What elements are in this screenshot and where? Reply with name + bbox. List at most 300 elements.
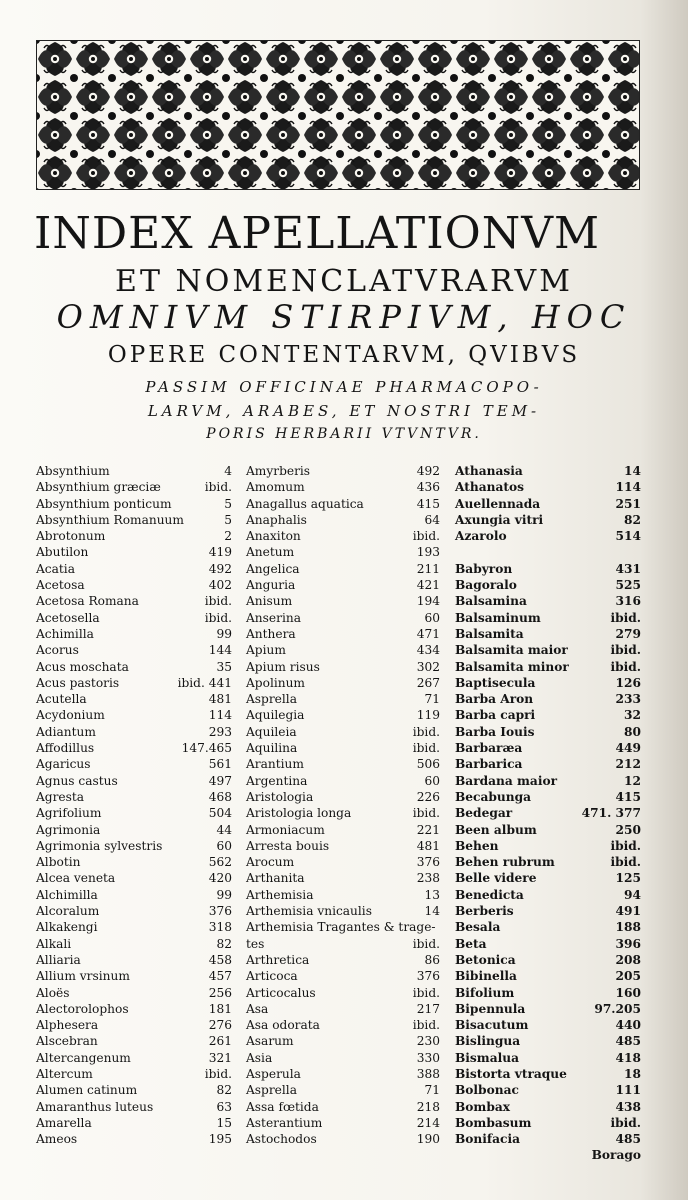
index-entry <box>246 496 440 512</box>
entry-page: 230 <box>416 1034 440 1049</box>
entry-name: Acetosa Romana <box>36 594 139 609</box>
entry-page: 376 <box>416 969 440 984</box>
entry-name: Agaricus <box>36 757 91 772</box>
entry-name: Berberis <box>455 904 514 919</box>
index-entry <box>246 740 440 756</box>
entry-name: Balsamina <box>455 594 527 609</box>
entry-page: 438 <box>615 1099 641 1114</box>
index-entry <box>36 528 232 544</box>
entry-page: 318 <box>208 920 232 935</box>
entry-page: 491 <box>615 904 641 919</box>
index-entry <box>36 756 232 772</box>
entry-name: Agrimonia <box>36 822 101 837</box>
entry-name: Bardana maior <box>455 773 558 788</box>
entry-page: 82 <box>216 1083 232 1098</box>
entry-page: 217 <box>416 1001 440 1016</box>
entry-page: 5 <box>224 496 232 511</box>
entry-name: Agrifolium <box>36 806 102 821</box>
entry-name: Bombasum <box>455 1115 532 1130</box>
entry-name: tes <box>246 936 265 951</box>
entry-name: Alcoralum <box>36 904 100 919</box>
entry-name: Armoniacum <box>246 822 325 837</box>
entry-name: Arthretica <box>246 952 310 967</box>
index-entry <box>246 789 440 805</box>
entry-page: 330 <box>416 1050 440 1065</box>
entry-page: 32 <box>624 708 641 723</box>
entry-page: 449 <box>615 741 641 756</box>
entry-name: Articocalus <box>246 985 316 1000</box>
entry-page: 114 <box>208 708 232 723</box>
entry-name: Bislingua <box>455 1034 521 1049</box>
entry-name: Bonifacia <box>455 1132 521 1147</box>
entry-page: 468 <box>208 789 232 804</box>
index-entry <box>246 610 440 626</box>
entry-name: Axungia vitri <box>455 512 544 527</box>
index-entry <box>455 561 641 577</box>
index-entry <box>246 707 440 723</box>
entry-page: 4 <box>224 464 232 478</box>
index-entry <box>455 968 641 984</box>
entry-page: ibid. <box>412 936 440 951</box>
entry-page: ibid. <box>412 985 440 1000</box>
entry-name: Albotin <box>36 855 81 870</box>
entry-name: Arocum <box>246 855 295 870</box>
entry-name: Acetosa <box>36 578 85 593</box>
entry-name: Angelica <box>246 561 300 576</box>
index-entry <box>36 985 232 1001</box>
entry-name: Alkakengi <box>36 920 98 935</box>
entry-page: 221 <box>416 822 440 837</box>
entry-page: 276 <box>208 1018 232 1033</box>
entry-name: Amomum <box>246 480 305 495</box>
index-entry <box>36 512 232 528</box>
entry-name: Arthanita <box>246 871 305 886</box>
entry-name: Barba Aron <box>455 692 534 707</box>
entry-page: 434 <box>416 643 440 658</box>
entry-name: Becabunga <box>455 789 532 804</box>
entry-name: Anaphalis <box>246 512 307 527</box>
entry-page: 181 <box>208 1001 232 1016</box>
entry-name: Absynthium Romanuum <box>36 512 184 527</box>
entry-name: Aquilina <box>246 741 298 756</box>
entry-name: Asprella <box>246 1083 297 1098</box>
entry-page: 71 <box>424 1083 440 1098</box>
entry-name: Aloës <box>36 985 70 1000</box>
entry-page: Borago <box>591 1148 641 1163</box>
entry-name: Acorus <box>36 643 79 658</box>
index-entry <box>246 479 440 495</box>
entry-name: Alumen catinum <box>36 1083 138 1098</box>
entry-name: Agrimonia sylvestris <box>36 838 163 853</box>
entry-name: Amarella <box>36 1115 92 1130</box>
entry-name: Asperula <box>246 1066 301 1081</box>
entry-name: Agresta <box>36 789 85 804</box>
entry-page: ibid. <box>610 659 641 674</box>
entry-name: Baptisecula <box>455 675 536 690</box>
entry-page: 60 <box>216 838 232 853</box>
title-line-6: LARVM, ARABES, ET NOSTRI TEM- <box>147 402 541 420</box>
index-entry <box>455 854 641 870</box>
entry-page: ibid. <box>610 610 641 625</box>
entry-name: Aristologia longa <box>246 806 352 821</box>
entry-name: Altercum <box>36 1066 93 1081</box>
entry-name: Asa odorata <box>246 1018 320 1033</box>
index-entry <box>36 887 232 903</box>
entry-name: Arresta bouis <box>246 838 330 853</box>
entry-name: Apolinum <box>246 675 305 690</box>
entry-page: 293 <box>208 724 232 739</box>
entry-page: 250 <box>615 822 641 837</box>
entry-name: Belle videre <box>455 871 537 886</box>
index-entry <box>36 952 232 968</box>
index-entry <box>246 805 440 821</box>
index-entry <box>36 1115 232 1131</box>
entry-page: 481 <box>416 838 440 853</box>
entry-page: 12 <box>624 773 641 788</box>
entry-name: Bolbonac <box>455 1083 519 1098</box>
index-entry <box>36 968 232 984</box>
entry-name: Bismalua <box>455 1050 519 1065</box>
title-line-7: PORIS HERBARII VTVNTVR. <box>206 426 482 442</box>
entry-page: ibid. <box>412 724 440 739</box>
index-entry <box>36 919 232 935</box>
index-entry <box>36 544 232 560</box>
entry-page: 114 <box>615 480 641 495</box>
entry-name: Acetosella <box>36 610 100 625</box>
index-entry <box>36 724 232 740</box>
index-entry <box>455 675 641 691</box>
index-entry <box>246 887 440 903</box>
index-entry <box>455 740 641 756</box>
entry-page: 471 <box>416 626 440 641</box>
index-entry <box>455 985 641 1001</box>
entry-name: Asprella <box>246 692 297 707</box>
entry-name: Athanatos <box>455 480 525 495</box>
entry-name: Balsaminum <box>455 610 541 625</box>
index-entry <box>246 1017 440 1033</box>
index-entry <box>36 577 232 593</box>
index-entry <box>246 773 440 789</box>
index-entry <box>36 1131 232 1147</box>
entry-name: Bagoralo <box>455 578 517 593</box>
entry-page: ibid. <box>610 643 641 658</box>
entry-page: 80 <box>624 724 641 739</box>
entry-name: Alcea veneta <box>36 871 116 886</box>
entry-name: Asterantium <box>246 1115 323 1130</box>
index-entry <box>246 691 440 707</box>
entry-name: Anthera <box>246 626 296 641</box>
entry-page: 388 <box>416 1066 440 1081</box>
entry-page: 147.465 <box>181 741 232 756</box>
entry-page: 562 <box>208 855 232 870</box>
index-entry <box>455 544 641 560</box>
entry-page: 256 <box>208 985 232 1000</box>
title-line-3: OMNIVM STIRPIVM, HOC <box>56 298 632 336</box>
entry-page: 188 <box>615 920 641 935</box>
entry-name: Bibinella <box>455 969 517 984</box>
entry-page: 376 <box>208 904 232 919</box>
entry-page: 561 <box>208 757 232 772</box>
entry-page: 5 <box>224 512 232 527</box>
entry-name: Asarum <box>246 1034 294 1049</box>
entry-name: Acutella <box>36 692 87 707</box>
entry-name: Alectorolophos <box>36 1001 129 1016</box>
entry-page: 99 <box>216 626 232 641</box>
entry-page: ibid. <box>204 594 232 609</box>
entry-page: 190 <box>416 1132 440 1147</box>
index-entry <box>455 822 641 838</box>
entry-page: ibid. <box>204 1066 232 1081</box>
index-entry <box>455 528 641 544</box>
entry-name: Balsamita maior <box>455 643 568 658</box>
index-entry <box>36 838 232 854</box>
entry-name: Acus moschata <box>36 659 129 674</box>
index-entry <box>246 838 440 854</box>
index-entry <box>455 756 641 772</box>
index-entry <box>36 1033 232 1049</box>
entry-name: Arantium <box>246 757 304 772</box>
entry-page: 485 <box>615 1034 641 1049</box>
index-entry <box>36 854 232 870</box>
index-entry <box>246 659 440 675</box>
index-entry <box>455 838 641 854</box>
index-entry <box>36 707 232 723</box>
entry-page: 2 <box>224 529 232 544</box>
index-column-3 <box>455 463 641 1164</box>
entry-page: 94 <box>624 887 641 902</box>
entry-name: Aquilegia <box>246 708 305 723</box>
index-entry <box>36 675 232 691</box>
entry-page: ibid. <box>204 610 232 625</box>
entry-name: Alchimilla <box>36 887 98 902</box>
entry-name: Argentina <box>246 773 308 788</box>
entry-page: 302 <box>416 659 440 674</box>
entry-page: ibid. <box>610 838 641 853</box>
entry-page: 418 <box>615 1050 641 1065</box>
index-entry <box>455 1066 641 1082</box>
entry-page: 86 <box>424 952 440 967</box>
entry-page: 321 <box>208 1050 232 1065</box>
index-entry <box>455 593 641 609</box>
index-entry <box>36 903 232 919</box>
entry-page: ibid. <box>412 1018 440 1033</box>
index-entry <box>455 1017 641 1033</box>
index-entry <box>455 789 641 805</box>
entry-name: Aquileia <box>246 724 297 739</box>
entry-page: ibid. <box>204 480 232 495</box>
entry-name: Affodillus <box>36 741 95 756</box>
entry-name: Beta <box>455 936 487 951</box>
entry-name: Ameos <box>36 1132 78 1147</box>
index-entry <box>246 919 440 935</box>
index-entry <box>455 773 641 789</box>
index-entry <box>246 822 440 838</box>
index-entry <box>246 512 440 528</box>
entry-page: 525 <box>615 578 641 593</box>
entry-name: Babyron <box>455 561 513 576</box>
index-entry <box>36 610 232 626</box>
entry-page: ibid. <box>610 1115 641 1130</box>
entry-name: Apium <box>246 643 286 658</box>
entry-page: 214 <box>416 1115 440 1130</box>
entry-page: 111 <box>615 1083 641 1098</box>
index-entry <box>246 1050 440 1066</box>
entry-name: Apium risus <box>246 659 320 674</box>
entry-name: Agnus castus <box>36 773 118 788</box>
entry-page: 125 <box>615 871 641 886</box>
index-entry <box>246 642 440 658</box>
index-entry <box>455 659 641 675</box>
entry-page: 82 <box>216 936 232 951</box>
index-entry <box>36 822 232 838</box>
entry-name: Acus pastoris <box>36 675 120 690</box>
index-entry <box>455 1131 641 1147</box>
entry-page: 211 <box>416 561 440 576</box>
entry-name: Benedicta <box>455 887 524 902</box>
index-entry <box>455 479 641 495</box>
entry-page: 458 <box>208 952 232 967</box>
entry-page: 471. 377 <box>581 806 641 821</box>
entry-page: 218 <box>416 1099 440 1114</box>
index-column-2 <box>246 463 440 1147</box>
index-entry <box>246 675 440 691</box>
index-entry <box>246 626 440 642</box>
entry-name: Anetum <box>246 545 295 560</box>
index-entry <box>455 1082 641 1098</box>
entry-page: 208 <box>615 952 641 967</box>
index-entry <box>246 1033 440 1049</box>
entry-name: Altercangenum <box>36 1050 131 1065</box>
entry-page: 64 <box>424 512 440 527</box>
index-entry <box>246 936 440 952</box>
index-entry <box>36 789 232 805</box>
entry-page: 60 <box>424 610 440 625</box>
entry-page: 316 <box>615 594 641 609</box>
index-entry <box>36 463 232 479</box>
entry-name: Absynthium græciæ <box>36 480 161 495</box>
entry-page: 144 <box>208 643 232 658</box>
entry-page: 14 <box>624 464 641 478</box>
entry-name: Absynthium <box>36 464 110 478</box>
entry-page: 506 <box>416 757 440 772</box>
index-entry <box>455 805 641 821</box>
index-entry <box>246 463 440 479</box>
entry-name: Barba capri <box>455 708 536 723</box>
entry-page: 233 <box>615 692 641 707</box>
title-line-4: OPERE CONTENTARVM, QVIBVS <box>107 342 581 368</box>
index-entry <box>246 577 440 593</box>
entry-page: 279 <box>615 626 641 641</box>
index-entry <box>36 479 232 495</box>
entry-page: ibid. <box>610 855 641 870</box>
index-entry <box>36 642 232 658</box>
index-column-1 <box>36 463 232 1147</box>
entry-page: 497 <box>208 773 232 788</box>
entry-page: ibid. <box>412 529 440 544</box>
entry-name: Bombax <box>455 1099 511 1114</box>
index-entry <box>455 919 641 935</box>
index-entry <box>246 1115 440 1131</box>
entry-name: Anisum <box>246 594 293 609</box>
entry-name: Alphesera <box>36 1018 99 1033</box>
index-entry <box>36 1099 232 1115</box>
entry-name: Achimilla <box>36 626 94 641</box>
index-entry <box>455 642 641 658</box>
entry-page: 251 <box>615 496 641 511</box>
entry-page: 44 <box>216 822 232 837</box>
entry-name: Assa fœtida <box>246 1099 319 1114</box>
entry-name: Amyrberis <box>246 464 311 478</box>
entry-name: Bifolium <box>455 985 515 1000</box>
index-entry <box>36 1017 232 1033</box>
entry-name: Alscebran <box>36 1034 98 1049</box>
index-entry <box>455 577 641 593</box>
index-entry <box>246 544 440 560</box>
entry-name: Behen <box>455 838 499 853</box>
entry-name: Abrotonum <box>36 529 106 544</box>
entry-page: 440 <box>615 1018 641 1033</box>
index-entry <box>36 593 232 609</box>
entry-name: Barbaræa <box>455 741 523 756</box>
entry-page: 126 <box>615 675 641 690</box>
index-entry <box>246 952 440 968</box>
entry-page: 13 <box>424 887 440 902</box>
index-entry <box>246 593 440 609</box>
entry-page: 457 <box>208 969 232 984</box>
entry-page: 18 <box>624 1066 641 1081</box>
index-entry <box>36 1082 232 1098</box>
entry-name: Auellennada <box>455 496 541 511</box>
entry-name: Bedegar <box>455 806 513 821</box>
entry-page: 485 <box>615 1132 641 1147</box>
entry-page: 396 <box>615 936 641 951</box>
entry-page: 376 <box>416 855 440 870</box>
index-entry <box>455 1147 641 1163</box>
index-entry <box>455 887 641 903</box>
entry-name: Arthemisia vnicaulis <box>246 904 372 919</box>
index-entry <box>36 561 232 577</box>
index-entry <box>36 740 232 756</box>
index-entry <box>36 1066 232 1082</box>
index-entry <box>455 1001 641 1017</box>
entry-name: Astochodos <box>246 1132 317 1147</box>
entry-name: Allium vrsinum <box>36 969 130 984</box>
index-entry <box>246 968 440 984</box>
index-entry <box>455 691 641 707</box>
entry-page: 402 <box>208 578 232 593</box>
index-entry <box>246 1066 440 1082</box>
title-line-5: PASSIM OFFICINAE PHARMACOPO- <box>145 378 543 396</box>
entry-page: 193 <box>416 545 440 560</box>
index-entry <box>455 463 641 479</box>
index-entry <box>36 659 232 675</box>
entry-page: 160 <box>615 985 641 1000</box>
index-entry <box>36 626 232 642</box>
entry-name: Acatia <box>36 561 75 576</box>
entry-page: 238 <box>416 871 440 886</box>
entry-page: 63 <box>216 1099 232 1114</box>
index-entry <box>455 903 641 919</box>
entry-name: Bisacutum <box>455 1018 529 1033</box>
entry-page: 60 <box>424 773 440 788</box>
index-entry <box>36 936 232 952</box>
entry-page: 514 <box>615 529 641 544</box>
entry-name: Absynthium ponticum <box>36 496 172 511</box>
index-entry <box>455 626 641 642</box>
entry-page: 35 <box>216 659 232 674</box>
index-entry <box>246 1099 440 1115</box>
entry-name: Been album <box>455 822 537 837</box>
